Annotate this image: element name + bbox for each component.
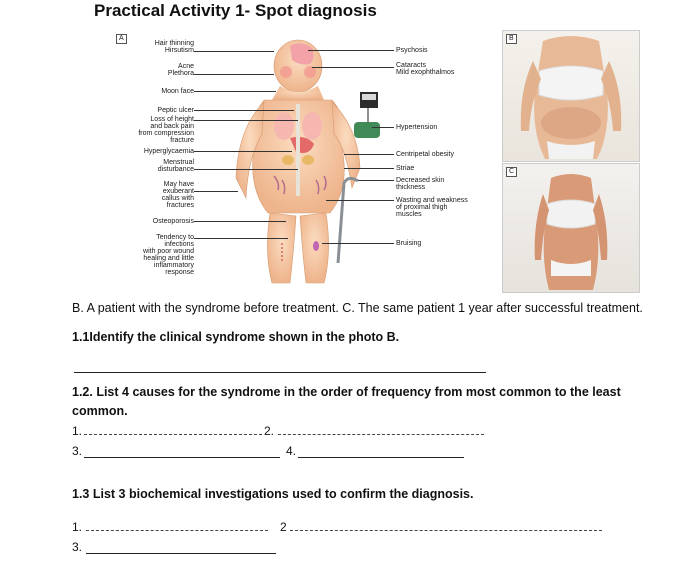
- label-exophthalmos: Mild exophthalmos: [396, 69, 455, 76]
- label-peptic-ulcer: Peptic ulcer: [157, 107, 194, 114]
- figure-caption: B. A patient with the syndrome before treatment. C. The same patient 1 year after successful treatment.: [72, 301, 643, 315]
- leader-line: [194, 74, 274, 75]
- patient-after-image: [503, 164, 639, 292]
- leader-line: [194, 238, 288, 239]
- answer-line-1-3-1[interactable]: [86, 530, 268, 531]
- label-osteoporosis: Osteoporosis: [152, 218, 194, 225]
- label-hyperglycaemia: Hyperglycaemia: [143, 148, 194, 155]
- label-hirsutism: Hirsutism: [164, 47, 194, 54]
- label-infections: infections: [164, 241, 194, 248]
- leader-line: [358, 180, 394, 181]
- label-tendency-to: Tendency to: [156, 234, 194, 241]
- label-psychosis: Psychosis: [396, 47, 428, 54]
- answer-number-3: 3.: [72, 540, 83, 554]
- label-exuberant: exuberant: [162, 188, 194, 195]
- walking-stick-icon: [334, 175, 364, 265]
- label-fracture: fracture: [170, 137, 194, 144]
- leader-line: [344, 154, 394, 155]
- label-hair-thinning: Hair thinning: [154, 40, 194, 47]
- question-1-2-line2: common.: [72, 404, 128, 418]
- leader-line: [326, 200, 394, 201]
- label-callus-with: callus with: [161, 195, 194, 202]
- panel-label-b: B: [506, 34, 517, 44]
- panel-label-c: C: [506, 167, 517, 177]
- question-1-1: 1.1Identify the clinical syndrome shown in the photo B.: [72, 330, 400, 344]
- bp-cuff-icon: [352, 92, 386, 142]
- label-muscles: muscles: [396, 211, 422, 218]
- question-1-2-line1: 1.2. List 4 causes for the syndrome in the order of frequency from most common to the least: [72, 385, 621, 399]
- leader-line: [194, 120, 298, 121]
- label-bruising: Bruising: [396, 240, 422, 247]
- leader-line: [194, 169, 298, 170]
- answer-line-1-2-2[interactable]: [278, 434, 484, 435]
- photo-c-after-treatment: [502, 163, 640, 293]
- answer-number-1: 1.: [72, 424, 83, 438]
- answer-number-2: 2: [280, 520, 287, 534]
- label-menstrual: Menstrual: [163, 159, 194, 166]
- label-centripetal-obesity: Centripetal obesity: [396, 151, 454, 158]
- answer-line-1-3-3[interactable]: [86, 553, 276, 554]
- answer-number-3: 3.: [72, 444, 83, 458]
- answer-number-2: 2.: [264, 424, 275, 438]
- answer-number-1: 1.: [72, 520, 83, 534]
- leader-line: [194, 151, 292, 152]
- label-thickness: thickness: [396, 184, 426, 191]
- label-fractures: fractures: [166, 202, 194, 209]
- label-healing: healing and little: [143, 255, 194, 262]
- answer-line-1-2-1[interactable]: [84, 434, 262, 435]
- photo-b-before-treatment: [502, 30, 640, 162]
- label-cataracts: Cataracts: [396, 62, 426, 69]
- page-title: Practical Activity 1- Spot diagnosis: [94, 1, 377, 20]
- label-compression: from compression: [138, 130, 194, 137]
- leader-line: [322, 243, 394, 244]
- label-poor-wound: with poor wound: [143, 248, 194, 255]
- leader-line: [194, 191, 238, 192]
- leader-line: [344, 168, 394, 169]
- label-hypertension: Hypertension: [396, 124, 438, 131]
- label-moon-face: Moon face: [161, 88, 194, 95]
- leader-line: [312, 67, 394, 68]
- answer-line-1-2-3[interactable]: [84, 457, 280, 458]
- leader-line: [194, 221, 286, 222]
- label-response: response: [165, 269, 194, 276]
- question-1-3: 1.3 List 3 biochemical investigations used to confirm the diagnosis.: [72, 487, 474, 501]
- label-loss-of-height: Loss of height: [150, 116, 194, 123]
- label-proximal-thigh: of proximal thigh: [396, 204, 448, 211]
- label-inflammatory: inflammatory: [153, 262, 194, 269]
- label-acne: Acne: [178, 63, 194, 70]
- label-back-pain: and back pain: [150, 123, 194, 130]
- leader-line: [308, 50, 394, 51]
- answer-line-1-2-4[interactable]: [298, 457, 464, 458]
- patient-before-image: [503, 31, 639, 161]
- label-plethora: Plethora: [167, 70, 194, 77]
- panel-label-a: A: [116, 34, 127, 44]
- label-decreased-skin: Decreased skin: [396, 177, 445, 184]
- leader-line: [194, 110, 294, 111]
- leader-line: [372, 127, 394, 128]
- answer-line-1-3-2[interactable]: [290, 530, 602, 531]
- leader-line: [194, 91, 276, 92]
- leader-line: [194, 51, 274, 52]
- label-striae: Striae: [396, 165, 415, 172]
- label-disturbance: disturbance: [157, 166, 194, 173]
- answer-number-4: 4.: [286, 444, 297, 458]
- label-may-have: May have: [163, 181, 194, 188]
- answer-line-1-1[interactable]: [74, 372, 486, 373]
- figure-a-illustration: [112, 30, 502, 290]
- label-wasting: Wasting and weakness: [396, 197, 468, 204]
